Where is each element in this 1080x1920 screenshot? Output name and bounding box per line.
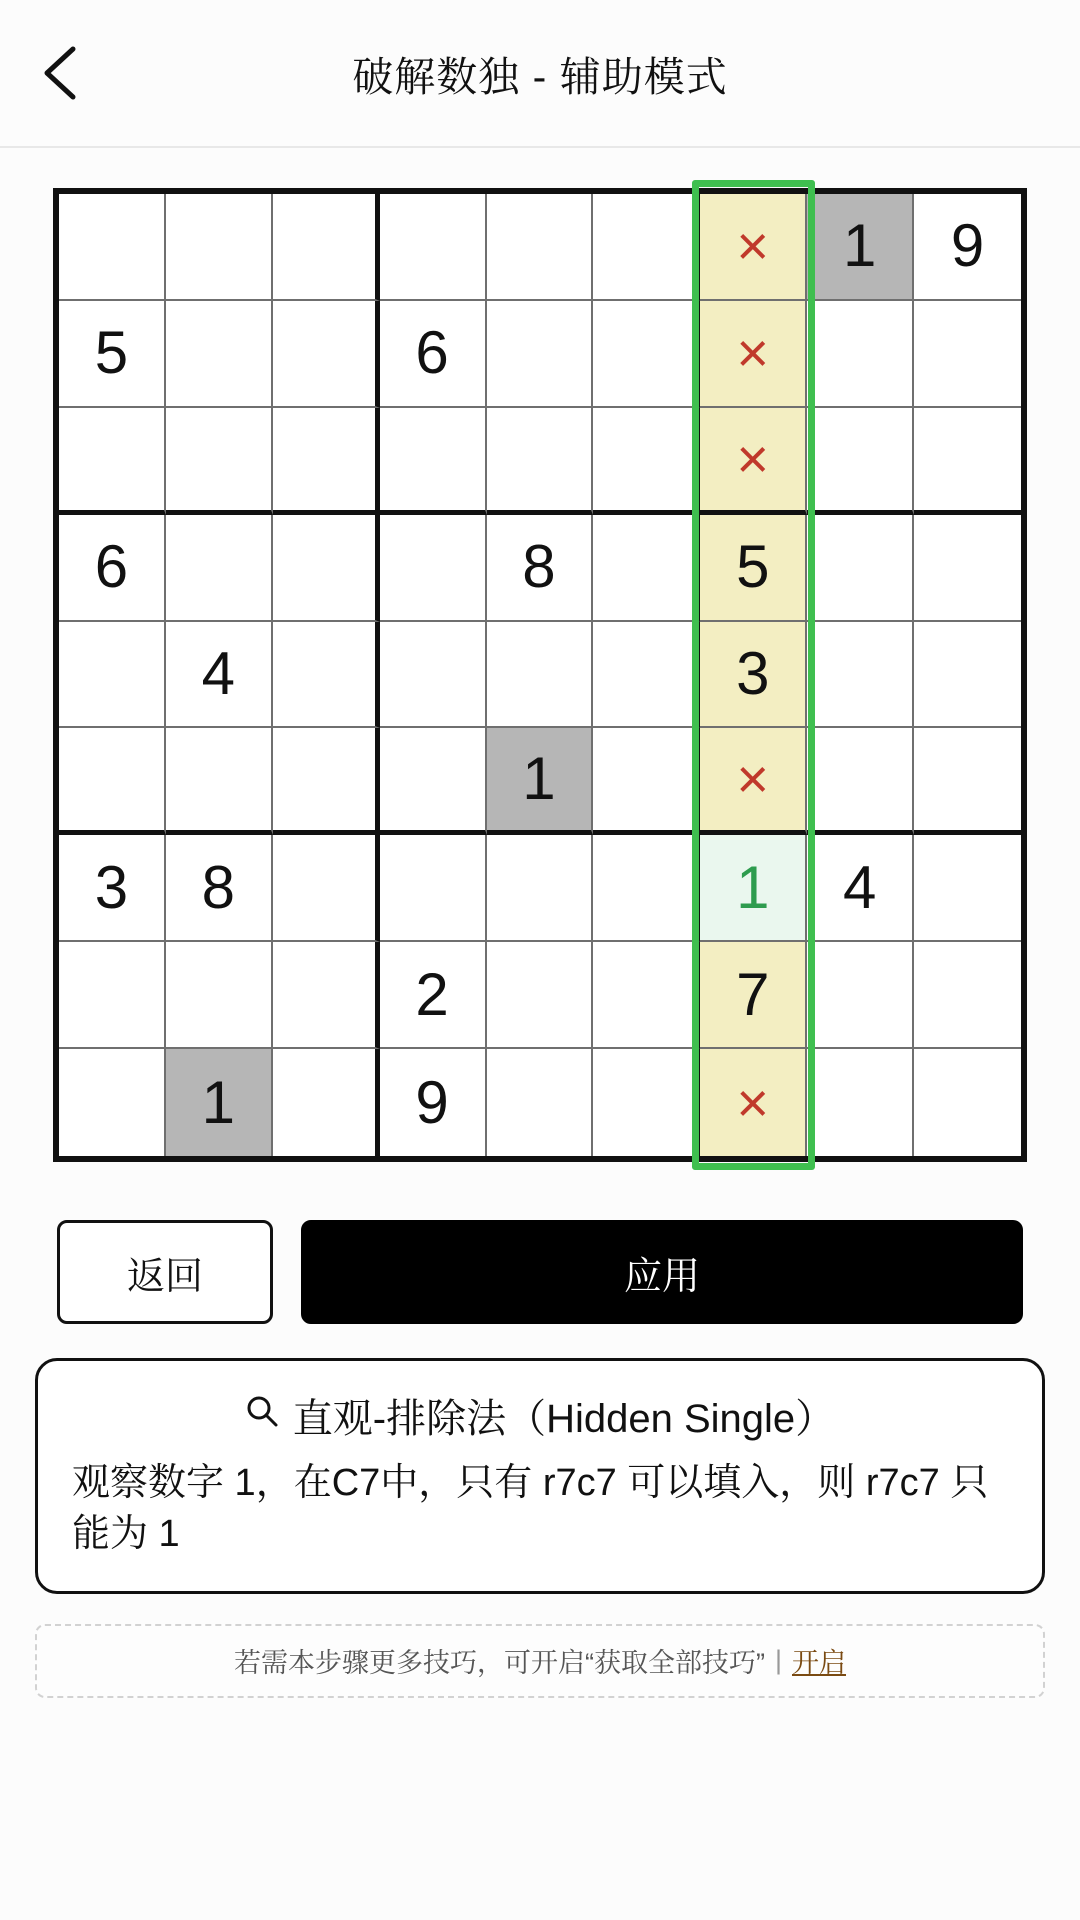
sudoku-cell-r4c2[interactable] xyxy=(166,515,273,622)
sudoku-cell-r9c7[interactable] xyxy=(700,1049,807,1156)
sudoku-cell-r5c8[interactable] xyxy=(807,622,914,729)
cell-value: 6 xyxy=(94,533,129,601)
elimination-x-icon: × xyxy=(736,321,770,385)
hint-technique-name: 直观-排除法（Hidden Single） xyxy=(292,1397,836,1441)
cell-value: 9 xyxy=(950,212,985,280)
cell-value: 7 xyxy=(736,960,770,1028)
sudoku-cell-r2c7[interactable] xyxy=(700,301,807,408)
sudoku-cell-r4c3[interactable] xyxy=(273,515,380,622)
sudoku-cell-r8c7[interactable] xyxy=(700,942,807,1049)
sudoku-cell-r3c4[interactable] xyxy=(380,408,487,515)
hint-card xyxy=(35,1358,1045,1594)
sudoku-cell-r7c1[interactable] xyxy=(59,835,166,942)
apply-button[interactable]: 应用 xyxy=(301,1220,1023,1324)
sudoku-cell-r5c9[interactable] xyxy=(914,622,1021,729)
cell-value: 1 xyxy=(201,1068,235,1136)
sudoku-cell-r9c1[interactable] xyxy=(59,1049,166,1156)
sudoku-cell-r6c9[interactable] xyxy=(914,728,1021,835)
sudoku-cell-r9c5[interactable] xyxy=(487,1049,594,1156)
sudoku-cell-r8c9[interactable] xyxy=(914,942,1021,1049)
hint-title-row xyxy=(72,1387,1008,1444)
cell-value: 9 xyxy=(415,1068,449,1136)
back-button[interactable]: 返回 xyxy=(57,1220,273,1324)
sudoku-cell-r4c5[interactable] xyxy=(487,515,594,622)
sudoku-cell-r1c6[interactable] xyxy=(593,194,700,301)
sudoku-cell-r2c3[interactable] xyxy=(273,301,380,408)
sudoku-cell-r6c5[interactable] xyxy=(487,728,594,835)
action-button-row xyxy=(35,1220,1045,1324)
sudoku-cell-r6c2[interactable] xyxy=(166,728,273,835)
sudoku-board-container xyxy=(29,176,1051,1198)
sudoku-cell-r5c7[interactable] xyxy=(700,622,807,729)
cell-value: 8 xyxy=(522,533,556,601)
cell-value: 1 xyxy=(736,853,770,921)
search-icon xyxy=(245,1393,279,1438)
elimination-x-icon: × xyxy=(736,426,770,490)
hint-description: 观察数字 1，在C7中，只有 r7c7 可以填入，则 r7c7 只能为 1 xyxy=(72,1462,989,1556)
cell-value: 5 xyxy=(94,319,129,387)
sudoku-cell-r4c9[interactable] xyxy=(914,515,1021,622)
sudoku-cell-r4c8[interactable] xyxy=(807,515,914,622)
sudoku-cell-r3c6[interactable] xyxy=(593,408,700,515)
sudoku-cell-r1c2[interactable] xyxy=(166,194,273,301)
sudoku-cell-r5c6[interactable] xyxy=(593,622,700,729)
sudoku-cell-r1c3[interactable] xyxy=(273,194,380,301)
sudoku-cell-r8c8[interactable] xyxy=(807,942,914,1049)
sudoku-cell-r3c9[interactable] xyxy=(914,408,1021,515)
cell-value: 5 xyxy=(736,533,770,601)
sudoku-cell-r1c5[interactable] xyxy=(487,194,594,301)
sudoku-cell-r3c3[interactable] xyxy=(273,408,380,515)
sudoku-cell-r7c4[interactable] xyxy=(380,835,487,942)
sudoku-cell-r4c7[interactable] xyxy=(700,515,807,622)
sudoku-cell-r9c8[interactable] xyxy=(807,1049,914,1156)
sudoku-cell-r1c4[interactable] xyxy=(380,194,487,301)
sudoku-cell-r8c5[interactable] xyxy=(487,942,594,1049)
sudoku-cell-r1c9[interactable] xyxy=(914,194,1021,301)
elimination-x-icon: × xyxy=(736,1070,770,1134)
sudoku-cell-r7c5[interactable] xyxy=(487,835,594,942)
sudoku-cell-r5c2[interactable] xyxy=(166,622,273,729)
sudoku-cell-r7c6[interactable] xyxy=(593,835,700,942)
sudoku-cell-r2c8[interactable] xyxy=(807,301,914,408)
sudoku-cell-r2c5[interactable] xyxy=(487,301,594,408)
sudoku-cell-r9c2[interactable] xyxy=(166,1049,273,1156)
sudoku-cell-r8c2[interactable] xyxy=(166,942,273,1049)
sudoku-cell-r6c6[interactable] xyxy=(593,728,700,835)
cell-value: 1 xyxy=(522,745,556,813)
cell-value: 4 xyxy=(842,853,877,921)
elimination-x-icon: × xyxy=(736,747,770,811)
cell-value: 8 xyxy=(201,853,235,921)
sudoku-cell-r6c1[interactable] xyxy=(59,728,166,835)
cell-value: 1 xyxy=(842,212,877,280)
sudoku-cell-r6c7[interactable] xyxy=(700,728,807,835)
sudoku-cell-r4c4[interactable] xyxy=(380,515,487,622)
sudoku-cell-r9c6[interactable] xyxy=(593,1049,700,1156)
upsell-note xyxy=(35,1624,1045,1698)
sudoku-cell-r8c3[interactable] xyxy=(273,942,380,1049)
sudoku-cell-r2c1[interactable] xyxy=(59,301,166,408)
cell-value: 3 xyxy=(94,853,129,921)
sudoku-cell-r5c5[interactable] xyxy=(487,622,594,729)
sudoku-board[interactable] xyxy=(53,188,1027,1162)
cell-value: 2 xyxy=(415,960,449,1028)
cell-value: 6 xyxy=(415,319,449,387)
sudoku-cell-r3c8[interactable] xyxy=(807,408,914,515)
app-header xyxy=(0,0,1080,148)
sudoku-cell-r5c3[interactable] xyxy=(273,622,380,729)
enable-all-techniques-link[interactable]: 开启 xyxy=(792,1648,846,1679)
sudoku-cell-r2c4[interactable] xyxy=(380,301,487,408)
sudoku-cell-r1c7[interactable] xyxy=(700,194,807,301)
sudoku-cell-r7c2[interactable] xyxy=(166,835,273,942)
sudoku-cell-r3c5[interactable] xyxy=(487,408,594,515)
sudoku-cell-r9c4[interactable] xyxy=(380,1049,487,1156)
cell-value: 3 xyxy=(736,639,770,707)
sudoku-cell-r1c8[interactable] xyxy=(807,194,914,301)
sudoku-cell-r2c2[interactable] xyxy=(166,301,273,408)
sudoku-cell-r6c4[interactable] xyxy=(380,728,487,835)
sudoku-cell-r3c7[interactable] xyxy=(700,408,807,515)
sudoku-cell-r9c9[interactable] xyxy=(914,1049,1021,1156)
sudoku-cell-r4c6[interactable] xyxy=(593,515,700,622)
upsell-separator: | xyxy=(774,1645,782,1676)
back-navigation-button[interactable] xyxy=(18,30,104,116)
sudoku-cell-r7c8[interactable] xyxy=(807,835,914,942)
sudoku-cell-r4c1[interactable] xyxy=(59,515,166,622)
sudoku-cell-r9c3[interactable] xyxy=(273,1049,380,1156)
elimination-x-icon: × xyxy=(736,214,770,278)
sudoku-cell-r2c6[interactable] xyxy=(593,301,700,408)
sudoku-cell-r3c2[interactable] xyxy=(166,408,273,515)
sudoku-cell-r5c1[interactable] xyxy=(59,622,166,729)
sudoku-cell-r6c8[interactable] xyxy=(807,728,914,835)
chevron-left-icon xyxy=(39,43,83,103)
page-title: 破解数独 - 辅助模式 xyxy=(352,53,728,100)
sudoku-cell-r5c4[interactable] xyxy=(380,622,487,729)
sudoku-cell-r3c1[interactable] xyxy=(59,408,166,515)
cell-value: 4 xyxy=(201,639,235,707)
sudoku-cell-r7c7[interactable] xyxy=(700,835,807,942)
sudoku-cell-r8c4[interactable] xyxy=(380,942,487,1049)
sudoku-cell-r6c3[interactable] xyxy=(273,728,380,835)
sudoku-cell-r1c1[interactable] xyxy=(59,194,166,301)
upsell-text: 若需本步骤更多技巧，可开启“获取全部技巧” xyxy=(234,1648,765,1679)
sudoku-cell-r7c9[interactable] xyxy=(914,835,1021,942)
sudoku-cell-r8c1[interactable] xyxy=(59,942,166,1049)
sudoku-cell-r7c3[interactable] xyxy=(273,835,380,942)
sudoku-cell-r8c6[interactable] xyxy=(593,942,700,1049)
sudoku-cell-r2c9[interactable] xyxy=(914,301,1021,408)
